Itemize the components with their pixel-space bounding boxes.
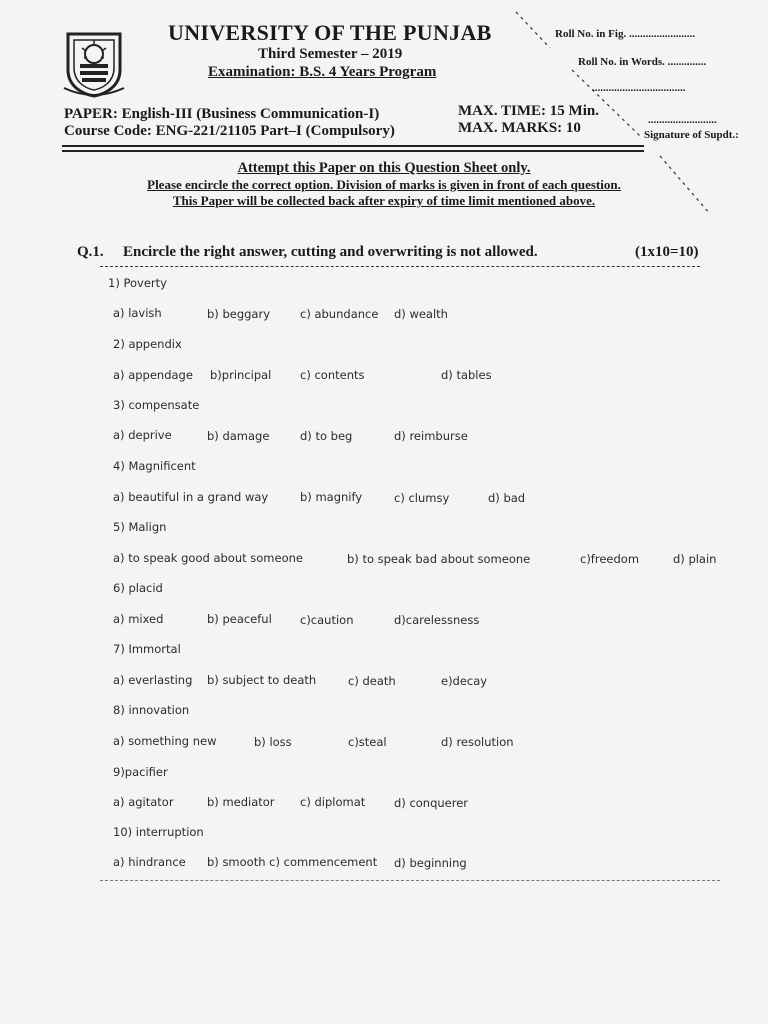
item-9-option-a[interactable]: a) agitator — [113, 795, 174, 809]
item-4-option-d[interactable]: d) bad — [488, 491, 526, 505]
item-6-option-d[interactable]: d)carelessness — [394, 613, 480, 627]
item-3-option-b[interactable]: b) damage — [207, 429, 270, 443]
item-2-option-d[interactable]: d) tables — [441, 368, 492, 382]
item-10-option-bc[interactable]: b) smooth c) commencement — [207, 855, 378, 869]
item-word-2: 2) appendix — [113, 337, 182, 351]
item-4-option-c[interactable]: c) clumsy — [394, 491, 450, 505]
question-number: Q.1. — [77, 244, 104, 260]
item-1-option-d[interactable]: d) wealth — [394, 307, 448, 321]
item-5-option-b[interactable]: b) to speak bad about someone — [347, 552, 531, 566]
item-9-option-d[interactable]: d) conquerer — [394, 796, 469, 810]
item-5-option-c[interactable]: c)freedom — [580, 552, 640, 566]
max-marks: MAX. MARKS: 10 — [458, 120, 581, 136]
item-word-9: 9)pacifier — [113, 765, 168, 779]
item-word-7: 7) Immortal — [113, 642, 181, 656]
item-9-option-b[interactable]: b) mediator — [207, 795, 275, 809]
bottom-divider — [100, 880, 720, 881]
item-word-5: 5) Malign — [113, 520, 167, 534]
roll-no-fig[interactable]: Roll No. in Fig. ........................ — [555, 28, 695, 40]
item-5-option-a[interactable]: a) to speak good about someone — [113, 551, 303, 565]
item-1-option-b[interactable]: b) beggary — [207, 307, 270, 321]
course-code: Course Code: ENG-221/21105 Part–I (Compulsory) — [64, 123, 395, 139]
item-word-6: 6) placid — [113, 581, 163, 595]
item-8-option-d[interactable]: d) resolution — [441, 735, 514, 749]
header-rule-top — [62, 145, 644, 147]
item-word-3: 3) compensate — [113, 398, 200, 412]
instruction-1: Attempt this Paper on this Question Sheet only. — [237, 160, 531, 176]
instruction-2: Please encircle the correct option. Division of marks is given in front of each question. — [147, 177, 621, 192]
item-7-option-c[interactable]: c) death — [348, 674, 396, 688]
item-2-option-b[interactable]: b)principal — [210, 368, 272, 382]
roll-no-words[interactable]: Roll No. in Words. .............. — [578, 56, 707, 68]
question-divider — [100, 266, 700, 267]
item-3-option-a[interactable]: a) deprive — [113, 428, 172, 442]
item-6-option-a[interactable]: a) mixed — [113, 612, 164, 626]
item-8-option-a[interactable]: a) something new — [113, 734, 217, 748]
item-6-option-b[interactable]: b) peaceful — [207, 612, 272, 626]
item-4-option-a[interactable]: a) beautiful in a grand way — [113, 490, 269, 504]
item-4-option-b[interactable]: b) magnify — [300, 490, 363, 504]
item-3-option-c[interactable]: d) to beg — [300, 429, 353, 443]
header-rule-bottom — [62, 150, 644, 152]
max-time: MAX. TIME: 15 Min. — [458, 103, 599, 119]
university-seal-icon — [62, 28, 126, 98]
item-2-option-a[interactable]: a) appendage — [113, 368, 193, 382]
item-8-option-c[interactable]: c)steal — [348, 735, 387, 749]
examination-line: Examination: B.S. 4 Years Program — [208, 64, 437, 80]
item-word-1: 1) Poverty — [108, 276, 167, 290]
signature-supdt[interactable]: Signature of Supdt.: — [644, 129, 739, 141]
item-1-option-c[interactable]: c) abundance — [300, 307, 379, 321]
instruction-3: This Paper will be collected back after expiry of time limit mentioned above. — [172, 193, 596, 208]
item-7-option-a[interactable]: a) everlasting — [113, 673, 193, 687]
item-7-option-b[interactable]: b) subject to death — [207, 673, 317, 687]
item-word-8: 8) innovation — [113, 703, 190, 717]
item-8-option-b[interactable]: b) loss — [254, 735, 292, 749]
item-10-option-d[interactable]: d) beginning — [394, 856, 467, 870]
item-3-option-d[interactable]: d) reimburse — [394, 429, 468, 443]
question-text: Encircle the right answer, cutting and overwriting is not allowed. — [123, 244, 538, 260]
item-7-option-d[interactable]: e)decay — [441, 674, 488, 688]
item-10-option-a[interactable]: a) hindrance — [113, 855, 186, 869]
item-9-option-c[interactable]: c) diplomat — [300, 795, 366, 809]
university-name: UNIVERSITY OF THE PUNJAB — [168, 20, 492, 45]
signature-line: ......................... — [648, 114, 717, 126]
paper-title: PAPER: English-III (Business Communication-I) — [64, 106, 380, 122]
semester-line: Third Semester – 2019 — [258, 46, 403, 62]
item-word-4: 4) Magnificent — [113, 459, 196, 473]
item-5-option-d[interactable]: d) plain — [673, 552, 717, 566]
question-marks: (1x10=10) — [635, 244, 699, 260]
item-6-option-c[interactable]: c)caution — [300, 613, 354, 627]
item-word-10: 10) interruption — [113, 825, 204, 839]
item-1-option-a[interactable]: a) lavish — [113, 306, 162, 320]
roll-no-words-line: .................................. — [592, 82, 686, 94]
item-2-option-c[interactable]: c) contents — [300, 368, 365, 382]
question-heading — [77, 244, 538, 261]
